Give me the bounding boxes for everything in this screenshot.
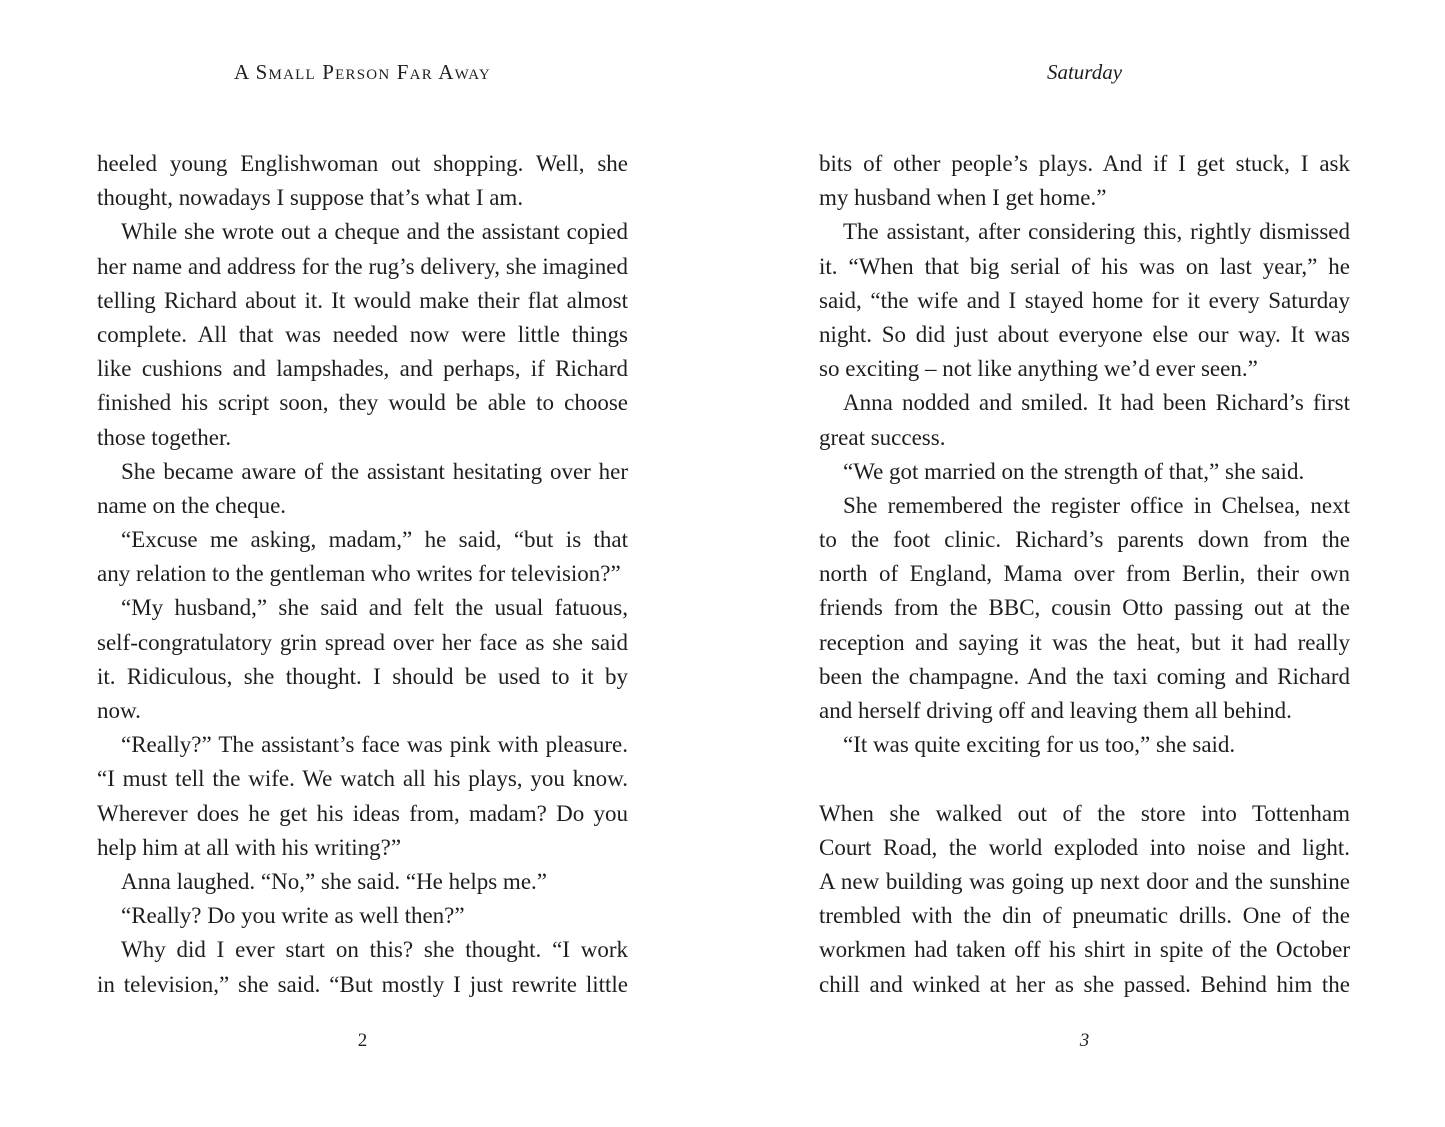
text-line: great success. [819,424,946,450]
text-line: in television,” she said. “But mostly I just rewrite little [97,971,628,997]
text-line: “Really? Do you write as well then?” [121,903,465,929]
text-line: complete. All that was needed now were little things [97,321,628,347]
text-line: She remembered the register office in Chelsea, next [843,492,1350,518]
text-line: Why did I ever start on this? she thought. “I work [121,937,628,963]
text-line: Anna laughed. “No,” she said. “He helps me.” [121,868,547,894]
text-line: telling Richard about it. It would make their flat almost [97,287,628,313]
text-line: to the foot clinic. Richard’s parents down from the [819,527,1350,553]
text-line: so exciting – not like anything we’d ever seen.” [819,356,1258,382]
text-line: friends from the BBC, cousin Otto passing out at the [819,595,1350,621]
text-line: north of England, Mama over from Berlin, their own [819,561,1350,587]
text-line: help him at all with his writing?” [97,834,402,860]
text-line: heeled young Englishwoman out shopping. Well, she [97,151,628,176]
text-line: She became aware of the assistant hesitating over her [121,458,628,484]
text-line: those together. [97,424,232,450]
text-line: reception and saying it was the heat, but it had really [819,629,1350,655]
text-line: it. Ridiculous, she thought. I should be used to it by [97,663,628,689]
text-line: like cushions and lampshades, and perhaps, if Richard [97,356,628,382]
text-line: Court Road, the world exploded into noise and light. [819,834,1350,860]
text-line: trembled with the din of pneumatic drills. One of the [819,903,1350,929]
text-line: any relation to the gentleman who writes for television?” [97,561,621,587]
right-page [819,0,1350,1127]
text-line: Anna nodded and smiled. It had been Richard’s first [843,390,1350,416]
text-line: her name and address for the rug’s delivery, she imagined [97,253,628,279]
text-line: it. “When that big serial of his was on last year,” he [819,253,1350,279]
text-line: said, “the wife and I stayed home for it every Saturday [819,287,1350,313]
text-line: name on the cheque. [97,492,287,518]
text-line: “Excuse me asking, madam,” he said, “but is that [121,527,628,553]
text-line: Wherever does he get his ideas from, madam? Do you [97,800,628,826]
text-line: chill and winked at her as she passed. Behind him the [819,971,1350,997]
text-line: A new building was going up next door and the sunshine [819,868,1350,894]
text-line: workmen had taken off his shirt in spite of the October [819,937,1350,963]
text-line: “It was quite exciting for us too,” she said. [843,732,1236,758]
text-line: self-congratulatory grin spread over her face as she said [97,629,628,655]
text-line: “I must tell the wife. We watch all his plays, you know. [97,766,628,792]
text-line: thought, nowadays I suppose that’s what I am. [97,185,524,211]
text-line: my husband when I get home.” [819,185,1107,211]
running-head-chapter-title: Saturday [1046,60,1123,84]
section-break [819,762,1350,796]
page-number: 2 [357,1030,368,1051]
left-page [97,0,628,1127]
text-line: night. So did just about everyone else our way. It was [819,321,1350,347]
running-head-book-title: A Small Person Far Away [234,60,491,84]
text-line: bits of other people’s plays. And if I get stuck, I ask [819,151,1350,176]
text-line: and herself driving off and leaving them all behind. [819,698,1292,723]
text-line: been the champagne. And the taxi coming and Richard [819,663,1350,689]
text-line: now. [97,698,141,723]
text-line: “We got married on the strength of that,” she said. [843,458,1305,484]
text-line: While she wrote out a cheque and the assistant copied [121,219,628,245]
right-page-body [819,147,1350,1002]
page-number: 3 [1079,1030,1090,1051]
text-line: “My husband,” she said and felt the usual fatuous, [121,595,628,621]
text-line: When she walked out of the store into Tottenham [819,800,1350,826]
text-line: The assistant, after considering this, rightly dismissed [843,219,1350,245]
left-page-body [97,147,628,1002]
text-line: “Really?” The assistant’s face was pink with pleasure. [121,732,628,758]
text-line: finished his script soon, they would be able to choose [97,390,628,416]
